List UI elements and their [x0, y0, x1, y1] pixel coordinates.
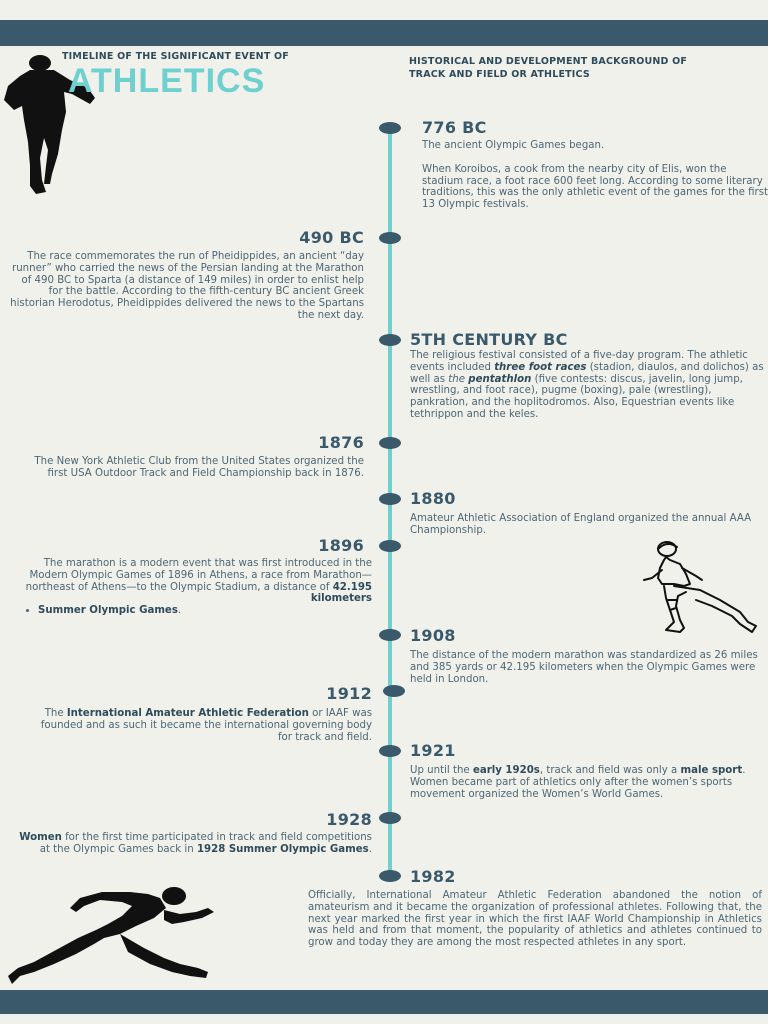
text-bold: Women: [19, 832, 62, 843]
text-run: The religious festival consisted of a five-day program. The athletic events included: [410, 350, 748, 373]
left-heading: TIMELINE OF THE SIGNIFICANT EVENT OF: [62, 51, 289, 62]
event-1982-text: Officially, International Amateur Athletic Federation abandoned the notion of amateurism and it became the organization of professional athletes. Following that, the next year marked the first year in which the first IAAF World Championship in Athletics was held and from that moment, the popularity of athletics and athletes continued to grow and today they are among the most respected athletes in any sport.: [308, 890, 762, 949]
year-1982: 1982: [410, 867, 456, 886]
text-bold: International Amateur Athletic Federation: [66, 708, 309, 719]
timeline-dot: [379, 870, 401, 882]
timeline-dot: [379, 493, 401, 505]
event-1912-text: [30, 708, 372, 743]
text-run: , track and field was only a: [539, 765, 681, 776]
page-title: ATHLETICS: [68, 62, 266, 100]
year-1921: 1921: [410, 741, 456, 760]
timeline-dot: [379, 745, 401, 757]
timeline-dot: [379, 437, 401, 449]
event-1896-bullet: [14, 605, 374, 617]
event-776bc-line1: The ancient Olympic Games began.: [422, 140, 605, 151]
text-run: for the first time participated in track and field competitions at the Olympic Games back in: [39, 832, 372, 855]
event-1908-text: The distance of the modern marathon was standardized as 26 miles and 385 yards or 42.195 kilometers when the Olympic Games were held in London.: [410, 650, 758, 685]
bullet-end: .: [177, 605, 182, 616]
text-run: . Women became part of athletics only after the women’s sports movement organized the Women’s World Games.: [410, 765, 746, 800]
top-banner: [0, 20, 768, 46]
text-italic: the: [448, 373, 466, 385]
event-1921-text: [410, 765, 768, 800]
year-5th-century-bc: 5TH CENTURY BC: [410, 330, 568, 349]
year-776bc: 776 BC: [422, 118, 487, 137]
text-run: Up until the: [410, 765, 473, 776]
event-1876-text: The New York Athletic Club from the United States organized the first USA Outdoor Track and Field Championship back in 1876.: [34, 456, 364, 479]
timeline-dot: [383, 685, 405, 697]
text-bold: 42.195 kilometers: [310, 581, 372, 605]
event-5th-century-text: [410, 350, 768, 421]
timeline-dot: [379, 232, 401, 244]
text-bold: three foot races: [494, 361, 587, 373]
event-776bc-line2: When Koroibos, a cook from the nearby city of Elis, won the stadium race, a foot race 600 feet long. According to some literary traditions, this was the only athletic event of the games for the first 13 Olympic festivals.: [422, 163, 768, 211]
event-1928-text: [14, 832, 372, 856]
event-490bc-text: The race commemorates the run of Pheidippides, an ancient “day runner” who carried the news of the Persian landing at the Marathon of 490 BC to Sparta (a distance of 149 miles) in order to enlist help for the battle. According to the fifth-century BC ancient Greek historian Herodotus, Pheidippides delivered the news to the Spartans the next day.: [10, 251, 364, 321]
timeline-dot: [379, 122, 401, 134]
text-bold: male sport: [680, 765, 743, 776]
bullet-bold: Summer Olympic Games: [38, 605, 178, 616]
event-776bc-text: [422, 140, 768, 211]
timeline-dot: [379, 334, 401, 346]
year-490bc: 490 BC: [299, 228, 364, 247]
sprinter-silhouette-icon: [4, 884, 216, 990]
text-bold: early 1920s: [472, 765, 540, 776]
year-1896: 1896: [318, 536, 364, 555]
year-1876: 1876: [318, 433, 364, 452]
text-run: (five contests: discus, javelin, long jump, wrestling, and foot race), pugme (boxing), pale (wrestling), pankration, and the hoplitodromos. Also, Equestrian events like tethrippon and the keles.: [410, 373, 743, 420]
year-1928: 1928: [326, 810, 372, 829]
timeline-dot: [379, 812, 401, 824]
year-1880: 1880: [410, 489, 456, 508]
text-run: .: [368, 843, 372, 855]
text-run: The: [44, 708, 67, 719]
event-1880-text: Amateur Athletic Association of England organized the annual AAA Championship.: [410, 513, 752, 536]
timeline-dot: [379, 629, 401, 641]
text-run: The marathon is a modern event that was first introduced in the Modern Olympic Games of 1896 in Athens, a race from Marathon—northeast of Athens—to the Olympic Stadium, a distance of: [25, 558, 372, 593]
runner-sketch-icon: [640, 540, 765, 640]
right-heading: HISTORICAL AND DEVELOPMENT BACKGROUND OF TRACK AND FIELD OR ATHLETICS: [409, 56, 688, 80]
text-bold: pentathlon: [468, 373, 532, 385]
year-1912: 1912: [326, 684, 372, 703]
year-1908: 1908: [410, 626, 456, 645]
bottom-banner: [0, 990, 768, 1014]
text-bold: 1928 Summer Olympic Games: [196, 843, 369, 855]
timeline-dot: [379, 540, 401, 552]
event-1896-text: [6, 558, 372, 605]
text-run: or IAAF was founded and as such it became the international governing body for track and field.: [40, 708, 372, 743]
text-run: (stadion, diaulos, and dolichos) as well as: [410, 361, 764, 385]
